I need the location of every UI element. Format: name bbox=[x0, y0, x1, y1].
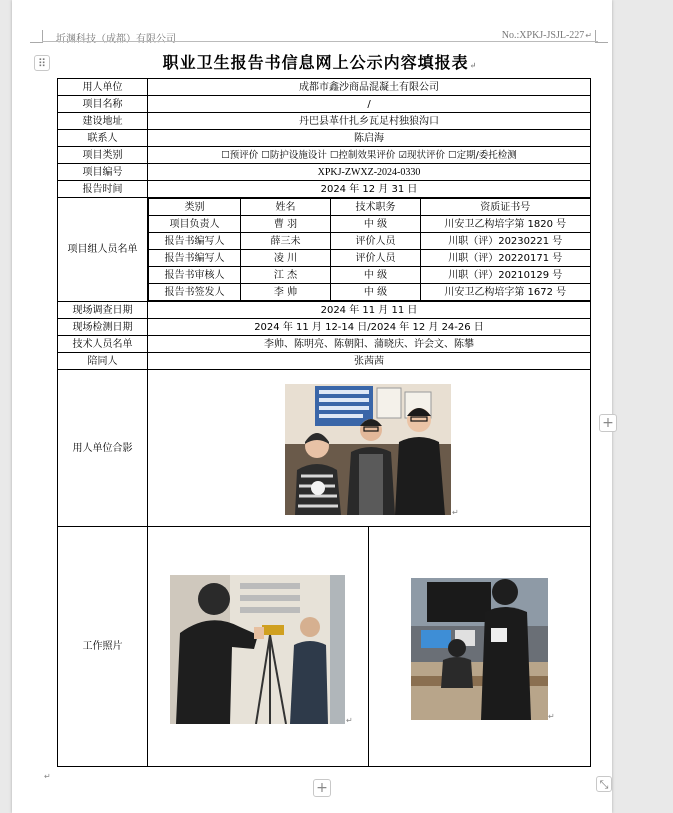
member-cert[interactable]: 川安卫乙构培字第 1820 号 bbox=[421, 216, 591, 233]
label-report-time: 报告时间 bbox=[58, 181, 148, 198]
members-header-row bbox=[149, 199, 591, 216]
value-contact[interactable]: 陈启海 bbox=[148, 130, 591, 147]
member-title[interactable]: 中 级 bbox=[331, 216, 421, 233]
member-name[interactable]: 薛三未 bbox=[241, 233, 331, 250]
project-type-options bbox=[148, 147, 591, 164]
paragraph-mark: ↵ bbox=[452, 508, 459, 517]
plus-icon[interactable]: + bbox=[313, 779, 331, 797]
paragraph-mark: ↵ bbox=[548, 712, 555, 721]
member-name[interactable]: 曹 羽 bbox=[241, 216, 331, 233]
row-survey-date bbox=[58, 302, 591, 319]
value-tech-staff[interactable]: 李帅、陈明亮、陈朝阳、蒲晓庆、许会文、陈攀 bbox=[148, 336, 591, 353]
row-report-time bbox=[58, 181, 591, 198]
label-site-address: 建设地址 bbox=[58, 113, 148, 130]
members-header: 资质证书号 bbox=[421, 199, 591, 216]
table-row bbox=[149, 216, 591, 233]
value-project-name[interactable]: / bbox=[148, 96, 591, 113]
members-header: 类别 bbox=[149, 199, 241, 216]
row-employer bbox=[58, 79, 591, 96]
member-cert[interactable]: 川安卫乙构培字第 1672 号 bbox=[421, 284, 591, 301]
page-title: 职业卫生报告书信息网上公示内容填报表↵ bbox=[162, 53, 478, 72]
member-title[interactable]: 中 级 bbox=[331, 267, 421, 284]
label-test-date: 现场检测日期 bbox=[58, 319, 148, 336]
table-row bbox=[149, 250, 591, 267]
value-survey-date[interactable]: 2024 年 11 月 11 日 bbox=[148, 302, 591, 319]
member-name[interactable]: 李 帅 bbox=[241, 284, 331, 301]
members-cell bbox=[148, 198, 591, 302]
checkbox-control-effect[interactable]: ☐控制效果评价 bbox=[329, 149, 396, 161]
table-row bbox=[149, 233, 591, 250]
member-role[interactable]: 报告书签发人 bbox=[149, 284, 241, 301]
row-project-no bbox=[58, 164, 591, 181]
label-project-type: 项目类别 bbox=[58, 147, 148, 164]
table-row bbox=[149, 284, 591, 301]
label-companion: 陪同人 bbox=[58, 353, 148, 370]
paragraph-mark: ↵ bbox=[44, 772, 51, 781]
paragraph-mark: ↵ bbox=[346, 716, 353, 725]
table-row bbox=[149, 267, 591, 284]
label-group-photo: 用人单位合影 bbox=[58, 370, 148, 527]
member-title[interactable]: 中 级 bbox=[331, 284, 421, 301]
header-doc-number: No.:XPKJ-JSJL-227↵ bbox=[501, 30, 592, 41]
row-contact bbox=[58, 130, 591, 147]
label-work-photos: 工作照片 bbox=[58, 527, 148, 767]
member-role[interactable]: 项目负责人 bbox=[149, 216, 241, 233]
header-company: 圻渊科技（成都）有限公司 bbox=[56, 34, 176, 45]
work-photo-2[interactable] bbox=[411, 578, 548, 720]
label-employer: 用人单位 bbox=[58, 79, 148, 96]
label-tech-staff: 技术人员名单 bbox=[58, 336, 148, 353]
value-companion[interactable]: 张茜茜 bbox=[148, 353, 591, 370]
member-role[interactable]: 报告书编写人 bbox=[149, 250, 241, 267]
members-header: 技术职务 bbox=[331, 199, 421, 216]
value-test-date[interactable]: 2024 年 11 月 12-14 日/2024 年 12 月 24-26 日 bbox=[148, 319, 591, 336]
row-project-type bbox=[58, 147, 591, 164]
move-handle-icon[interactable]: ⠿ bbox=[34, 55, 50, 71]
label-contact: 联系人 bbox=[58, 130, 148, 147]
member-role[interactable]: 报告书编写人 bbox=[149, 233, 241, 250]
row-companion bbox=[58, 353, 591, 370]
row-site-address bbox=[58, 113, 591, 130]
member-cert[interactable]: 川职（评）20210129 号 bbox=[421, 267, 591, 284]
row-members bbox=[58, 198, 591, 302]
row-project-name bbox=[58, 96, 591, 113]
row-test-date bbox=[58, 319, 591, 336]
checkbox-protection-design[interactable]: ☐防护设施设计 bbox=[261, 149, 327, 161]
value-site-address[interactable]: 丹巴县革什扎乡瓦足村独狼沟口 bbox=[148, 113, 591, 130]
checkbox-pre-evaluation[interactable]: ☐预评价 bbox=[221, 149, 259, 161]
label-survey-date: 现场调查日期 bbox=[58, 302, 148, 319]
value-employer[interactable]: 成都市鑫沙商品混凝土有限公司 bbox=[148, 79, 591, 96]
label-project-name: 项目名称 bbox=[58, 96, 148, 113]
member-title[interactable]: 评价人员 bbox=[331, 250, 421, 267]
work-photo-1[interactable] bbox=[170, 575, 345, 724]
member-cert[interactable]: 川职（评）20230221 号 bbox=[421, 233, 591, 250]
group-photo[interactable] bbox=[285, 384, 451, 515]
member-name[interactable]: 江 杰 bbox=[241, 267, 331, 284]
header-rule bbox=[42, 41, 598, 42]
value-report-time[interactable]: 2024 年 12 月 31 日 bbox=[148, 181, 591, 198]
checkbox-status-evaluation[interactable]: ☑现状评价 bbox=[398, 149, 445, 161]
label-project-no: 项目编号 bbox=[58, 164, 148, 181]
row-tech-staff bbox=[58, 336, 591, 353]
label-members: 项目组人员名单 bbox=[58, 198, 148, 302]
member-name[interactable]: 凌 川 bbox=[241, 250, 331, 267]
members-table bbox=[148, 198, 591, 301]
member-title[interactable]: 评价人员 bbox=[331, 233, 421, 250]
member-cert[interactable]: 川职（评）20220171 号 bbox=[421, 250, 591, 267]
resize-icon[interactable]: ⤡ bbox=[596, 776, 612, 792]
plus-icon[interactable]: + bbox=[599, 414, 617, 432]
member-role[interactable]: 报告书审核人 bbox=[149, 267, 241, 284]
value-project-no[interactable]: XPKJ-ZWXZ-2024-0330 bbox=[148, 164, 591, 181]
members-header: 姓名 bbox=[241, 199, 331, 216]
checkbox-periodic-testing[interactable]: ☐定期/委托检测 bbox=[448, 149, 517, 161]
